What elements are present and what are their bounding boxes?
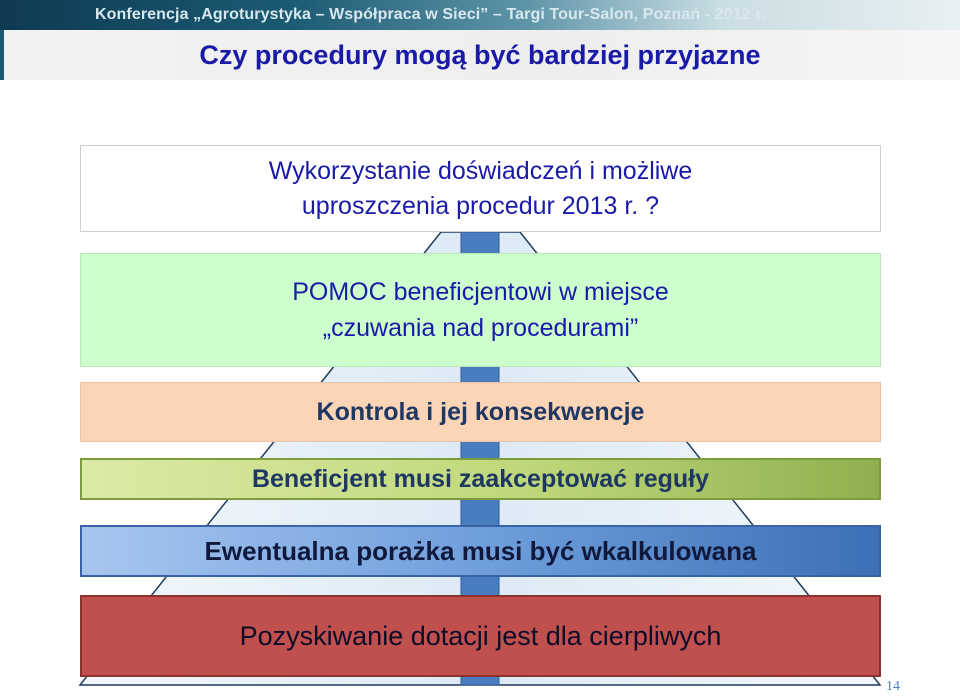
pyramid-level-2 <box>80 253 881 367</box>
pyramid-level-3-line-1: Kontrola i jej konsekwencje <box>316 397 645 426</box>
slide-title: Czy procedury mogą być bardziej przyjazne <box>199 40 761 70</box>
pyramid-level-2-line-1: POMOC beneficjentowi w miejsce <box>292 278 669 306</box>
pyramid-level-2-line-2: „czuwania nad procedurami” <box>322 314 639 342</box>
pyramid-level-4-line-1: Beneficjent musi zaakceptować reguły <box>251 464 710 493</box>
pyramid-level-1-line-1: Wykorzystanie doświadczeń i możliwe <box>268 156 693 185</box>
pyramid-level-4 <box>80 458 881 500</box>
page-number: 14 <box>886 679 900 694</box>
pyramid-level-6-line-1: Pozyskiwanie dotacji jest dla cierpliwych <box>239 620 722 651</box>
pyramid-level-1 <box>80 145 881 232</box>
conference-header-text: Konferencja „Agroturystyka – Współpraca w Sieci” – Targi Tour-Salon, Poznań - 2012 r. <box>95 6 766 23</box>
pyramid-level-5-line-1: Ewentualna porażka musi być wkalkulowana <box>204 535 757 566</box>
pyramid-level-6 <box>80 595 881 677</box>
pyramid-level-3 <box>80 382 881 442</box>
pyramid-level-5 <box>80 525 881 577</box>
pyramid-level-1-line-2: uproszczenia procedur 2013 r. ? <box>301 191 660 220</box>
